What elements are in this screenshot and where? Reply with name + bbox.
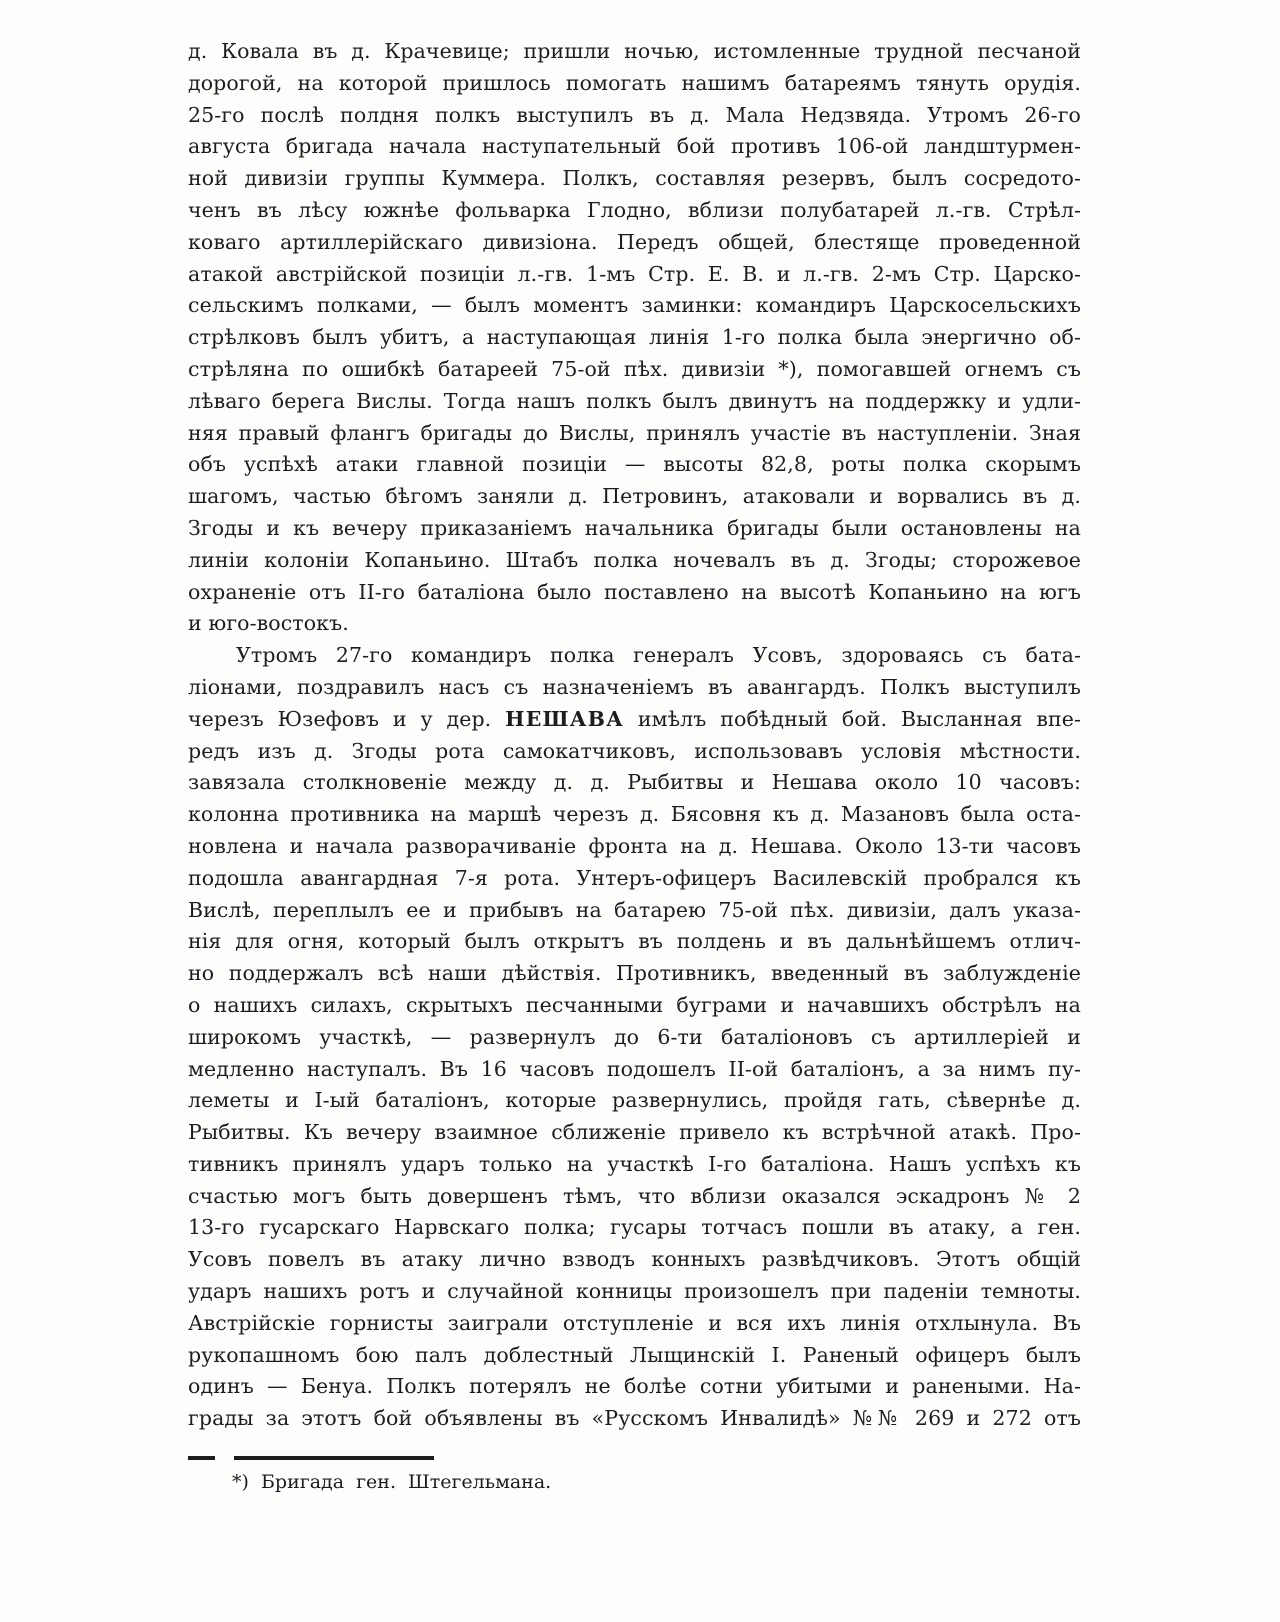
text-line: и юго-востокъ.: [188, 611, 349, 636]
text-line: леметы и I-ый баталіонъ, которые развернулись, пройдя гать, сѣвернѣе д.: [188, 1088, 1081, 1113]
footnote-rule-segment: [234, 1456, 434, 1460]
text-line: Рыбитвы. Къ вечеру взаимное сближеніе привело къ встрѣчной атакѣ. Про-: [188, 1120, 1081, 1145]
footnote-rule-segment: [188, 1456, 215, 1460]
text-line: завязала столкновеніе между д. д. Рыбитвы и Нешава около 10 часовъ:: [188, 770, 1081, 795]
text-line: о нашихъ силахъ, скрытыхъ песчанными буграми и начавшихъ обстрѣлъ на: [188, 992, 1081, 1017]
text-line: ченъ въ лѣсу южнѣе фольварка Глодно, вблизи полубатарей л.-гв. Стрѣл-: [188, 197, 1081, 222]
text-line: счастью могъ быть довершенъ тѣмъ, что вблизи оказался эскадронъ № 2: [188, 1183, 1081, 1208]
text-line: рукопашномъ бою палъ доблестный Лыщинскій I. Раненый офицеръ былъ: [188, 1342, 1081, 1367]
footnote: *) Бригада ген. Штегельмана.: [232, 1471, 552, 1493]
text-line: д. Ковала въ д. Крачевице; пришли ночью, истомленные трудной песчаной: [188, 39, 1081, 63]
text-line: линіи колоніи Копаньино. Штабъ полка ночевалъ въ д. Згоды; сторожевое: [188, 547, 1081, 572]
text-line: Австрійскіе горнисты заиграли отступленіе и вся ихъ линія отхлынула. Въ: [188, 1310, 1081, 1335]
text-line: объ успѣхѣ атаки главной позиціи — высоты 82,8, роты полка скорымъ: [188, 452, 1081, 477]
footnote-separator: [188, 1456, 434, 1460]
text-line: охраненіе отъ II-го баталіона было поставлено на высотѣ Копаньино на югъ: [188, 579, 1081, 604]
text-line: широкомъ участкѣ, — развернулъ до 6-ти баталіоновъ съ артиллеріей и: [188, 1024, 1081, 1049]
text-line: Вислѣ, переплылъ ее и прибывъ на батарею 75-ой пѣх. дивизіи, далъ указа-: [188, 897, 1081, 922]
text-line: Згоды и къ вечеру приказаніемъ начальника бригады были остановлены на: [188, 515, 1081, 540]
text-segment: черезъ Юзефовъ и у дер.: [188, 706, 506, 731]
text-line: колонна противника на маршѣ черезъ д. Бясовня къ д. Мазановъ была оста-: [188, 802, 1081, 827]
text-line: подошла авангардная 7-я рота. Унтеръ-офицеръ Василевскій пробрался къ: [188, 865, 1081, 890]
text-line: няя правый флангъ бригады до Вислы, принялъ участіе въ наступленіи. Зная: [188, 420, 1081, 445]
text-line: грады за этотъ бой объявлены въ «Русскомъ Инвалидѣ» №№ 269 и 272 отъ: [188, 1406, 1081, 1431]
text-line: редъ изъ д. Згоды рота самокатчиковъ, использовавъ условія мѣстности.: [188, 738, 1081, 763]
text-line: атакой австрійской позиціи л.-гв. 1-мъ Стр. Е. В. и л.-гв. 2-мъ Стр. Царско-: [188, 261, 1081, 286]
paragraph: [188, 640, 1081, 1435]
text-line: ліонами, поздравилъ насъ съ назначеніемъ въ авангардъ. Полкъ выступилъ: [188, 674, 1081, 699]
text-line: одинъ — Бенуа. Полкъ потерялъ не болѣе сотни убитыми и ранеными. На-: [188, 1374, 1081, 1399]
text-line: но поддержалъ всѣ наши дѣйствія. Противникъ, введенный въ заблужденіе: [188, 961, 1081, 986]
text-segment: имѣлъ побѣдный бой. Высланная впе-: [624, 706, 1081, 731]
page-text: [188, 36, 1081, 1435]
text-line: новлена и начала разворачиваніе фронта на д. Нешава. Около 13-ти часовъ: [188, 833, 1081, 858]
emphasized-place-name: НЕШАВА: [505, 706, 625, 731]
text-line: ной дивизіи группы Куммера. Полкъ, составляя резервъ, былъ сосредото-: [188, 166, 1081, 191]
text-line: Усовъ повелъ въ атаку лично взводъ конныхъ развѣдчиковъ. Этотъ общій: [188, 1247, 1081, 1272]
text-line: 25-го послѣ полдня полкъ выступилъ въ д. Мала Недзвяда. Утромъ 26-го: [188, 102, 1081, 127]
text-line: 13-го гусарскаго Нарвскаго полка; гусары тотчасъ пошли въ атаку, а ген.: [188, 1215, 1081, 1240]
paragraph: [188, 36, 1081, 640]
text-line: стрѣляна по ошибкѣ батареей 75-ой пѣх. дивизіи *), помогавшей огнемъ съ: [188, 356, 1081, 381]
text-line: сельскимъ полками, — былъ моментъ заминки: командиръ Царскосельскихъ: [188, 293, 1081, 318]
text-line: Утромъ 27-го командиръ полка генералъ Усовъ, здороваясь съ бата-: [236, 643, 1081, 668]
text-line: августа бригада начала наступательный бой противъ 106-ой ландштурмен-: [188, 134, 1081, 159]
text-line: стрѣлковъ былъ убитъ, а наступающая линія 1-го полка была энергично об-: [188, 325, 1081, 350]
text-line: тивникъ принялъ ударъ только на участкѣ I-го баталіона. Нашъ успѣхъ къ: [188, 1151, 1081, 1176]
text-line: медленно наступалъ. Въ 16 часовъ подошелъ II-ой баталіонъ, а за нимъ пу-: [188, 1056, 1081, 1081]
text-line: дорогой, на которой пришлось помогать нашимъ батареямъ тянуть орудія.: [188, 70, 1081, 95]
text-line: [188, 704, 1081, 736]
text-line: лѣваго берега Вислы. Тогда нашъ полкъ былъ двинутъ на поддержку и удли-: [188, 388, 1081, 413]
text-line: коваго артиллерійскаго дивизіона. Передъ общей, блестяще проведенной: [188, 229, 1081, 254]
text-line: нія для огня, который былъ открытъ въ полдень и въ дальнѣйшемъ отлич-: [188, 929, 1081, 954]
text-line: шагомъ, частью бѣгомъ заняли д. Петровинъ, атаковали и ворвались въ д.: [188, 484, 1081, 509]
text-line: ударъ нашихъ ротъ и случайной конницы произошелъ при паденіи темноты.: [188, 1279, 1081, 1304]
